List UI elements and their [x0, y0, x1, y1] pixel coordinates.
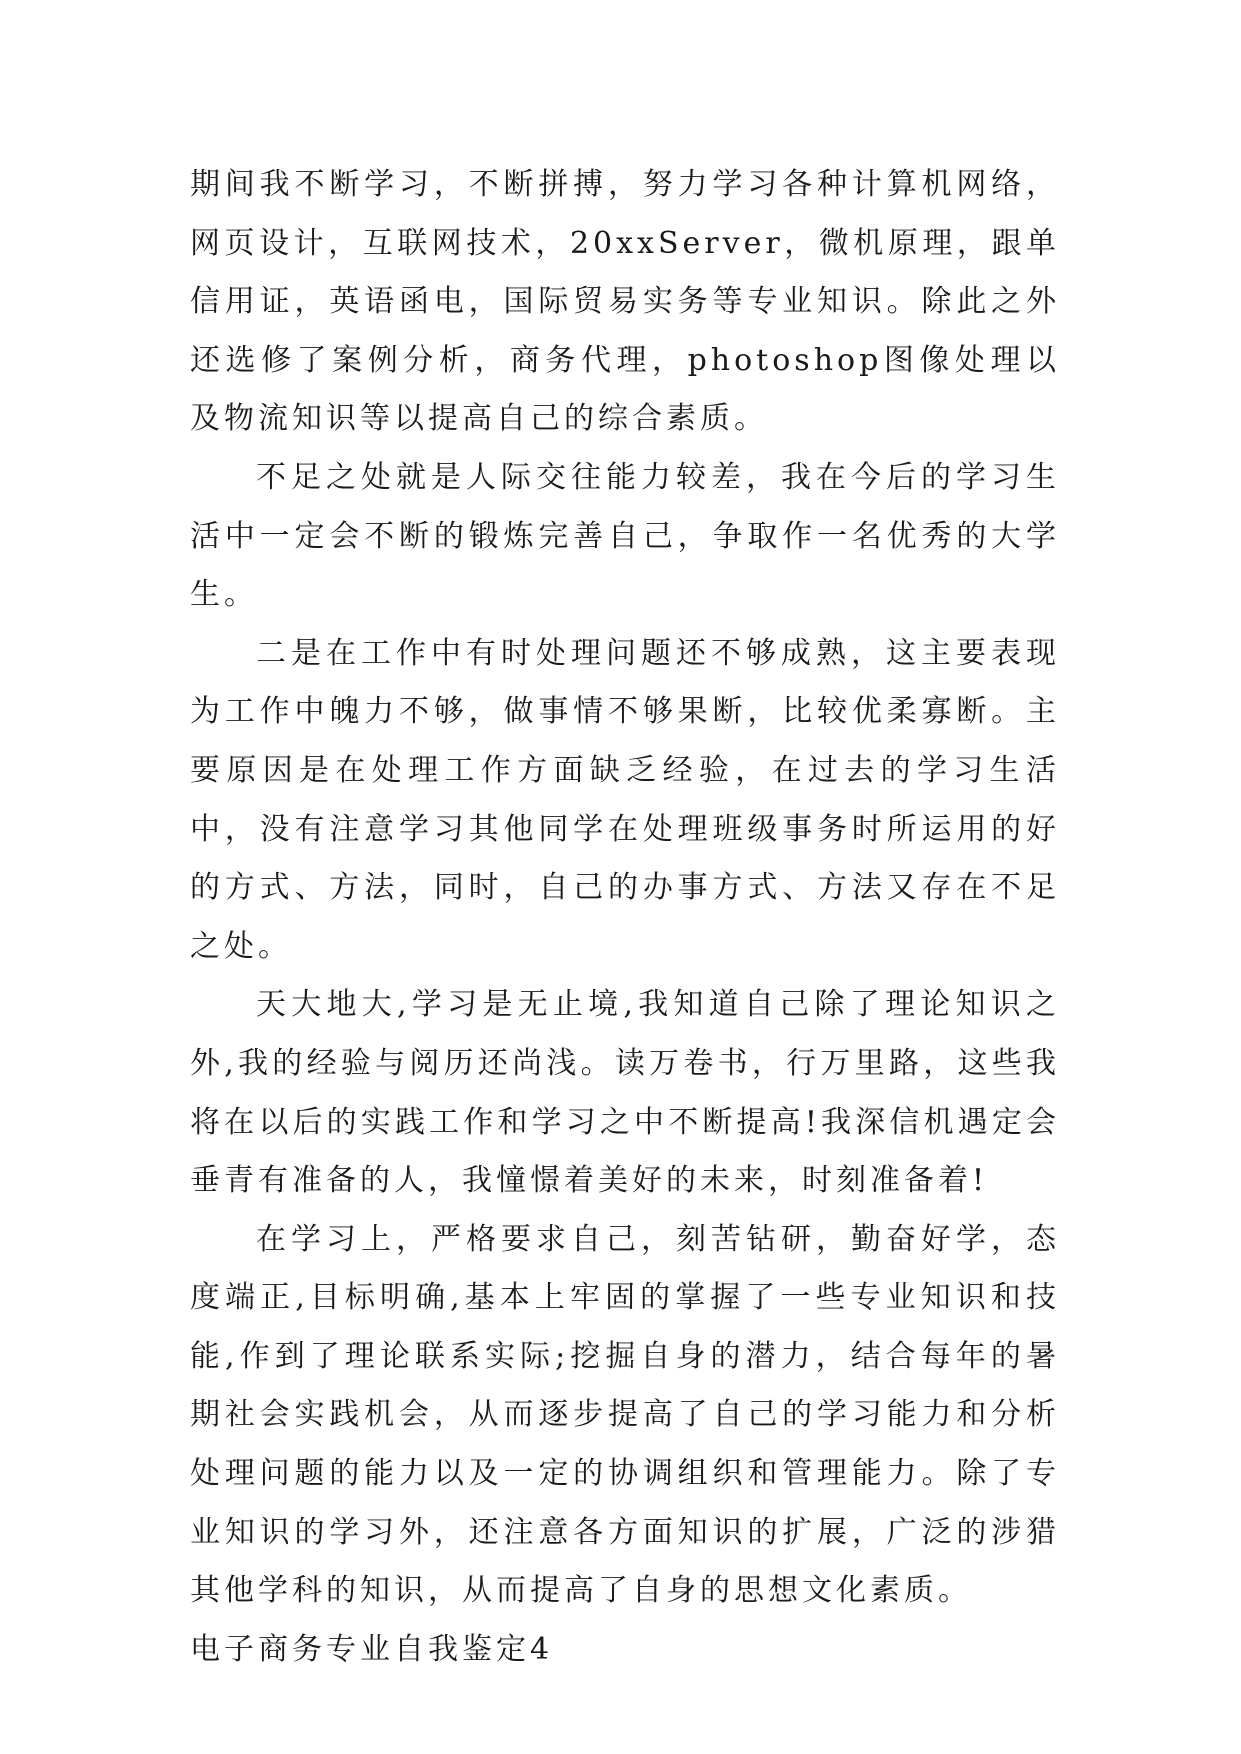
paragraph-5: 在学习上，严格要求自己，刻苦钻研，勤奋好学，态度端正,目标明确,基本上牢固的掌握了一些专业知识和技能,作到了理论联系实际;挖掘自身的潜力，结合每年的暑期社会实践机会，从而逐步提高了自己的学习能力和分析处理问题的能力以及一定的协调组织和管理能力。除了专业知识的学习外，还注意各方面知识的扩展，广泛的涉猎其他学科的知识，从而提高了自身的思想文化素质。 — [190, 1221, 1060, 1609]
section-heading: 电子商务专业自我鉴定4 — [190, 1631, 554, 1667]
paragraph-1: 期间我不断学习，不断拼搏，努力学习各种计算机网络，网页设计，互联网技术，20xxServer，微机原理，跟单信用证，英语函电，国际贸易实务等专业知识。除此之外还选修了案例分析，商务代理，photoshop图像处理以及物流知识等以提高自己的综合素质。 — [190, 167, 1060, 437]
paragraph-2: 不足之处就是人际交往能力较差，我在今后的学习生活中一定会不断的锻炼完善自己，争取作一名优秀的大学生。 — [190, 459, 1060, 613]
document-body — [190, 156, 1060, 1679]
paragraph-3: 二是在工作中有时处理问题还不够成熟，这主要表现为工作中魄力不够，做事情不够果断，比较优柔寡断。主要原因是在处理工作方面缺乏经验，在过去的学习生活中，没有注意学习其他同学在处理班级事务时所运用的好的方式、方法，同时，自己的办事方式、方法又存在不足之处。 — [190, 635, 1060, 964]
paragraph-4: 天大地大,学习是无止境,我知道自己除了理论知识之外,我的经验与阅历还尚浅。读万卷书，行万里路，这些我将在以后的实践工作和学习之中不断提高!我深信机遇定会垂青有准备的人，我憧憬着美好的未来，时刻准备着! — [190, 987, 1060, 1199]
